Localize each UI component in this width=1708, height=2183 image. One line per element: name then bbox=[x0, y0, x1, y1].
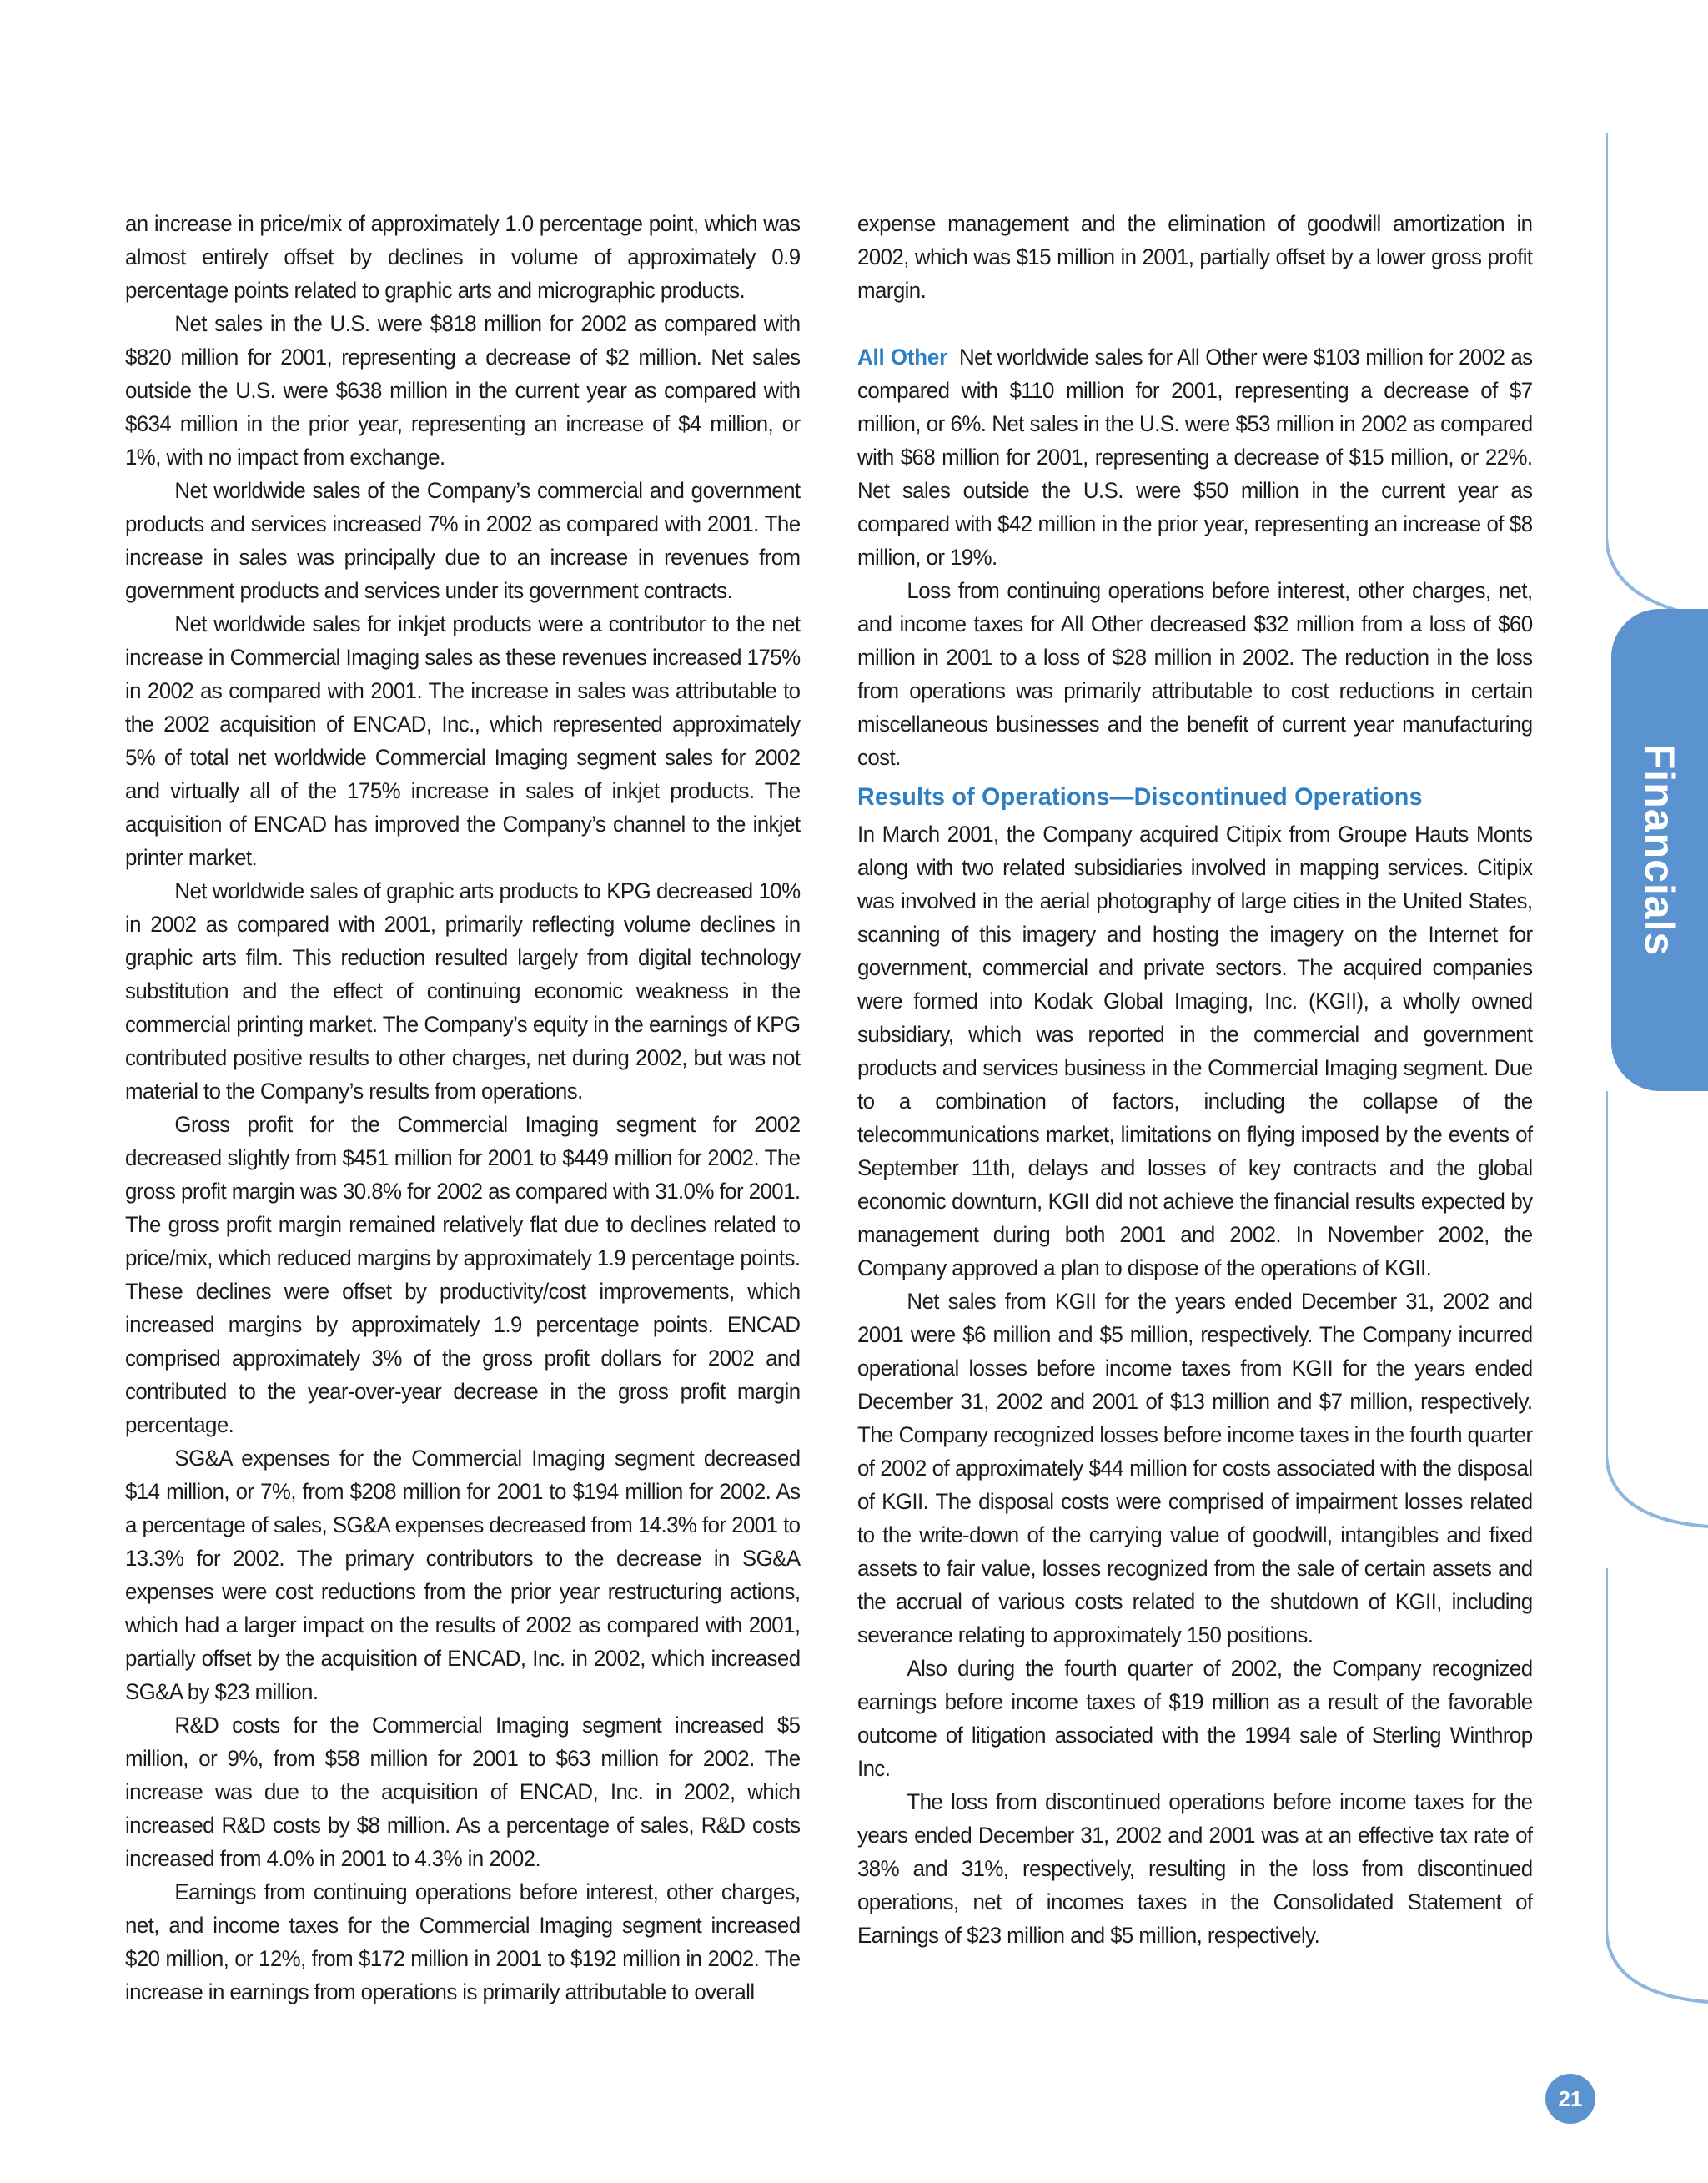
tab-rail-lines bbox=[1606, 133, 1708, 2052]
tab-rail-segment bbox=[1606, 1568, 1708, 2002]
runin-heading-all-other: All Other bbox=[857, 345, 947, 370]
paragraph: SG&A expenses for the Commercial Imaging segment decreased $14 million, or 7%, from $208 million for 2001 to $194 million for 2002. As a percentage of sales, SG&A expenses decreased from 14.3% for 2001 to 13.3% for 2002. The primary contributors to the decrease in SG&A expenses were cost reductions from the prior year restructuring actions, which had a larger impact on the results of 2002 as compared with 2001, partially offset by the acquisition of ENCAD, Inc. in 2002, which increased SG&A by $23 million. bbox=[125, 1446, 801, 1704]
paragraph: expense management and the elimination of goodwill amortization in 2002, which was $15 million in 2001, partially offset by a lower gross profit margin. bbox=[857, 211, 1533, 303]
right-column bbox=[857, 207, 1533, 1952]
paragraph: an increase in price/mix of approximately 1.0 percentage point, which was almost entirely offset by declines in volume of approximately 0.9 percentage points related to graphic arts and micrographic products. bbox=[125, 211, 801, 303]
section-heading-discontinued-operations: Results of Operations—Discontinued Operations bbox=[857, 783, 1423, 811]
all-other-lead-text: Net worldwide sales for All Other were $103 million for 2002 as compared with $110 million for 2001, representing a decrease of $7 million, or 6%. Net sales in the U.S. were $53 million in 2002 as compared with $68 million for 2001, representing a decrease of $15 million, or 22%. Net sales outside the U.S. were $50 million in the current year as compared with $42 million in the prior year, representing an increase of $8 million, or 19%. bbox=[857, 345, 1533, 570]
tab-rail-segment bbox=[1606, 1091, 1708, 1527]
paragraph: Net worldwide sales of the Company’s commercial and government products and services increased 7% in 2002 as compared with 2001. The increase in sales was principally due to an increase in revenues from government products and services under its government contracts. bbox=[125, 478, 801, 603]
paragraph: The loss from discontinued operations before income taxes for the years ended December 31, 2002 and 2001 was at an effective tax rate of 38% and 31%, respectively, resulting in the loss from discontinued operations, net of incomes taxes in the Consolidated Statement of Earnings of $23 million and $5 million, respectively. bbox=[857, 1789, 1533, 1948]
paragraph: Loss from continuing operations before interest, other charges, net, and income taxes for All Other decreased $32 million from a loss of $60 million in 2001 to a loss of $28 million in 2002. The reduction in the loss from operations was primarily attributable to cost reductions in certain miscellaneous businesses and the benefit of current year manufacturing cost. bbox=[857, 578, 1533, 770]
page-number-badge: 21 bbox=[1545, 2074, 1595, 2124]
paragraph: Net worldwide sales for inkjet products were a contributor to the net increase in Commercial Imaging sales as these revenues increased 175% in 2002 as compared with 2001. The increase in sales was attributable to the 2002 acquisition of ENCAD, Inc., which represented approximately 5% of total net worldwide Commercial Imaging segment sales for 2002 and virtually all of the 175% increase in sales of inkjet products. The acquisition of ENCAD has improved the Company’s channel to the inkjet printer market. bbox=[125, 611, 801, 870]
tab-rail-segment bbox=[1606, 133, 1708, 617]
paragraph: Net sales in the U.S. were $818 million for 2002 as compared with $820 million for 2001, representing a decrease of $2 million. Net sales outside the U.S. were $638 million in the current year as compared with $634 million in the prior year, representing an increase of $4 million, or 1%, with no impact from exchange. bbox=[125, 311, 801, 470]
paragraph: Gross profit for the Commercial Imaging segment for 2002 decreased slightly from $451 million for 2001 to $449 million for 2002. The gross profit margin was 30.8% for 2002 as compared with 31.0% for 2001. The gross profit margin remained relatively flat due to declines related to price/mix, which reduced margins by approximately 1.9 percentage points. These declines were offset by productivity/cost improvements, which increased margins by approximately 1.9 percentage points. ENCAD comprised approximately 3% of the gross profit dollars for 2002 and contributed to the year-over-year decrease in the gross profit margin percentage. bbox=[125, 1112, 801, 1437]
paragraph: Earnings from continuing operations before interest, other charges, net, and income taxes for the Commercial Imaging segment increased $20 million, or 12%, from $172 million in 2001 to $192 million in 2002. The increase in earnings from operations is primarily attributable to overall bbox=[125, 1879, 801, 2004]
left-column bbox=[125, 207, 801, 2009]
paragraph: Net sales from KGII for the years ended December 31, 2002 and 2001 were $6 million and $5 million, respectively. The Company incurred operational losses before income taxes from KGII for the years ended December 31, 2002 and 2001 of $13 million and $7 million, respectively. The Company recognized losses before income taxes in the fourth quarter of 2002 of approximately $44 million for costs associated with the disposal of KGII. The disposal costs were comprised of impairment losses related to the write-down of the carrying value of goodwill, intangibles and fixed assets to fair value, losses recognized from the sale of certain assets and the accrual of various costs related to the shutdown of KGII, including severance relating to approximately 150 positions. bbox=[857, 1289, 1533, 1647]
all-other-paragraph bbox=[857, 340, 1533, 574]
paragraph: In March 2001, the Company acquired Citipix from Groupe Hauts Monts along with two related subsidiaries involved in mapping services. Citipix was involved in the aerial photography of large cities in the United States, scanning of this imagery and hosting the imagery on the Internet for government, commercial and private sectors. The acquired companies were formed into Kodak Global Imaging, Inc. (KGII), a wholly owned subsidiary, which was reported in the commercial and government products and services business in the Commercial Imaging segment. Due to a combination of factors, including the collapse of the telecommunications market, limitations on flying imposed by the events of September 11th, delays and losses of key contracts and the global economic downturn, KGII did not achieve the financial results expected by management during both 2001 and 2002. In November 2002, the Company approved a plan to dispose of the operations of KGII. bbox=[857, 822, 1533, 1280]
section-tab-label: Financials bbox=[1636, 743, 1683, 957]
section-tab-rail bbox=[1606, 133, 1708, 2052]
paragraph: Also during the fourth quarter of 2002, the Company recognized earnings before income taxes of $19 million as a result of the favorable outcome of litigation associated with the 1994 sale of Sterling Winthrop Inc. bbox=[857, 1656, 1533, 1781]
paragraph: R&D costs for the Commercial Imaging segment increased $5 million, or 9%, from $58 million for 2001 to $63 million for 2002. The increase was due to the acquisition of ENCAD, Inc. in 2002, which increased R&D costs by $8 million. As a percentage of sales, R&D costs increased from 4.0% in 2001 to 4.3% in 2002. bbox=[125, 1713, 801, 1871]
paragraph: Net worldwide sales of graphic arts products to KPG decreased 10% in 2002 as compared with 2001, primarily reflecting volume declines in graphic arts film. This reduction resulted largely from digital technology substitution and the effect of continuing economic weakness in the commercial printing market. The Company’s equity in the earnings of KPG contributed positive results to other charges, net during 2002, but was not material to the Company’s results from operations. bbox=[125, 878, 801, 1104]
